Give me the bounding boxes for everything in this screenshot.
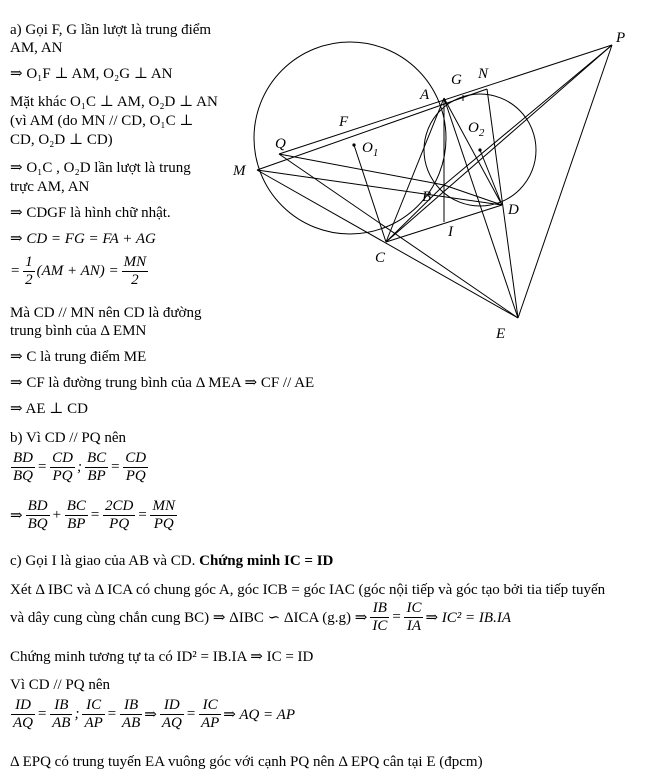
- label-o2: [468, 120, 485, 139]
- eq-sign: =: [37, 459, 48, 475]
- eq-sign: =: [391, 609, 402, 625]
- denominator: PQ: [153, 516, 174, 532]
- label-m: M: [233, 163, 246, 179]
- denominator: AB: [52, 715, 71, 731]
- text-line: b) Vì CD // PQ nên: [10, 430, 126, 446]
- text-line: Vì CD // PQ nên: [10, 677, 111, 693]
- eq-sign: =: [37, 706, 48, 722]
- numerator: 1: [25, 254, 33, 270]
- text-line: ⇒ AE ⊥ CD: [10, 401, 88, 417]
- denominator: AB: [121, 715, 141, 731]
- text-line: [10, 553, 333, 570]
- label-i: I: [448, 224, 453, 240]
- label-o1-subscript: 1: [372, 147, 379, 159]
- fraction: [150, 498, 177, 533]
- numerator: MN: [152, 498, 175, 514]
- separator: ;: [76, 459, 82, 475]
- label-a: A: [420, 87, 430, 103]
- fraction: [199, 697, 221, 732]
- segment: [279, 154, 444, 185]
- denominator: BQ: [13, 468, 33, 484]
- fraction: [82, 697, 104, 732]
- fraction: [404, 600, 423, 635]
- label-b: B: [422, 189, 432, 205]
- numerator: BD: [27, 498, 48, 514]
- numerator: 2CD: [105, 498, 134, 514]
- segment: [279, 154, 518, 318]
- label-q: Q: [275, 136, 286, 152]
- circle-o1: [254, 42, 446, 234]
- text-plain: và dây cung cùng chắn cung BC) ⇒ ΔIBC ∽ ΔICA (g.g) ⇒: [10, 610, 368, 626]
- segment: [444, 98, 502, 205]
- segment: [444, 45, 612, 185]
- label-f: F: [339, 114, 349, 130]
- eq-sign: =: [137, 507, 148, 523]
- text-line: Mà CD // MN nên CD là đường: [10, 305, 202, 321]
- text-line: CD, O₂D ⊥ CD): [10, 132, 113, 148]
- denominator: 2: [25, 272, 33, 288]
- fraction: [370, 600, 389, 635]
- eq-sign: =: [110, 459, 121, 475]
- denominator: AQ: [161, 715, 182, 731]
- formula-tail: ⇒ AQ = AP: [223, 707, 295, 723]
- numerator: IC: [82, 697, 104, 715]
- denominator: AP: [200, 715, 220, 731]
- fraction: [123, 450, 148, 485]
- label-c: C: [375, 250, 386, 266]
- segment: [518, 45, 612, 318]
- text-line: ⇒ CF là đường trung bình của Δ MEA ⇒ CF // AE: [10, 375, 315, 391]
- text-line: AM, AN: [10, 40, 63, 56]
- separator: ;: [74, 706, 80, 722]
- implies-arrow: ⇒: [10, 508, 23, 524]
- denominator: PQ: [52, 468, 73, 484]
- eq-sign: =: [89, 507, 100, 523]
- label-g: G: [451, 72, 462, 88]
- numerator: BC: [86, 450, 107, 466]
- fraction-mn-2: [122, 254, 149, 289]
- numerator: BD: [13, 450, 33, 466]
- point-o2: [478, 148, 481, 151]
- text-line: trực AM, AN: [10, 179, 90, 195]
- plus-sign: +: [51, 507, 62, 523]
- text-line: Δ EPQ có trung tuyến EA vuông góc với cạnh PQ nên Δ EPQ cân tại E (đpcm): [10, 754, 483, 770]
- fraction: [11, 450, 35, 485]
- text-line: a) Gọi F, G lần lượt là trung điểm: [10, 22, 212, 38]
- segment: [386, 205, 502, 242]
- numerator: ID: [11, 697, 35, 715]
- label-e: E: [496, 326, 506, 342]
- denominator: PQ: [109, 516, 130, 532]
- text-line: (vì AM (do MN // CD, O₁C ⊥: [10, 113, 194, 129]
- denominator: 2: [131, 272, 139, 288]
- segment: [257, 89, 487, 170]
- fraction: [26, 498, 50, 533]
- formula-tail: ⇒ IC² = IB.IA: [425, 610, 511, 626]
- segment: [386, 185, 444, 242]
- text-line: ⇒ O₁F ⊥ AM, O₂G ⊥ AN: [10, 66, 173, 82]
- text-line: Xét Δ IBC và Δ ICA có chung góc A, góc ICB = góc IAC (góc nội tiếp và góc tạo bởi tia tiếp tuyến: [10, 582, 606, 598]
- numerator: BC: [66, 498, 86, 514]
- eq-sign: =: [185, 706, 196, 722]
- text-line: trung bình của Δ EMN: [10, 323, 147, 339]
- numerator: IB: [50, 697, 72, 715]
- segment: [386, 98, 444, 242]
- label-o2-letter: O: [468, 120, 479, 136]
- text-line: ⇒ C là trung điểm ME: [10, 349, 147, 365]
- fraction: [120, 697, 142, 732]
- formula-similar-triangles: [10, 600, 513, 635]
- fraction: [85, 450, 108, 485]
- numerator: IC: [199, 697, 221, 715]
- label-o1-letter: O: [362, 140, 373, 156]
- implies-arrow: ⇒: [144, 707, 157, 723]
- fraction-half: [23, 254, 35, 289]
- numerator: CD: [125, 450, 147, 466]
- numerator: ID: [160, 697, 184, 715]
- numerator: CD: [52, 450, 73, 466]
- denominator: BQ: [27, 516, 48, 532]
- numerator: MN: [123, 254, 147, 270]
- formula-ratios: [10, 450, 150, 485]
- eq-sign: =: [106, 706, 117, 722]
- point-o1: [352, 143, 355, 146]
- segment: [444, 185, 502, 205]
- numerator: IB: [120, 697, 142, 715]
- text-line: ⇒ CDGF là hình chữ nhật.: [10, 205, 171, 221]
- label-o1: [362, 140, 378, 159]
- eq-sign: =: [10, 263, 21, 279]
- text-line: Chứng minh tương tự ta có ID² = IB.IA ⇒ IC = ID: [10, 649, 314, 665]
- segment: [354, 145, 386, 242]
- formula-sum: [10, 498, 179, 533]
- numerator: IC: [406, 600, 422, 616]
- label-d: D: [508, 202, 519, 218]
- text-bold: Chứng minh IC = ID: [199, 553, 334, 569]
- circle-o2: [424, 94, 536, 206]
- denominator: BP: [67, 516, 86, 532]
- fraction: [65, 498, 88, 533]
- denominator: BP: [87, 468, 106, 484]
- segment: [279, 45, 612, 154]
- label-n: N: [478, 66, 489, 82]
- denominator: IA: [406, 618, 422, 634]
- text-plain: c) Gọi I là giao của AB và CD.: [10, 553, 200, 569]
- formula-half-mn: [10, 254, 150, 289]
- denominator: AP: [84, 715, 103, 731]
- text-line: Mặt khác O₁C ⊥ AM, O₂D ⊥ AN: [10, 94, 218, 110]
- segment: [257, 170, 518, 318]
- text-line: ⇒ O₁C , O₂D lần lượt là trung: [10, 160, 191, 176]
- segment: [386, 45, 612, 242]
- fraction: [50, 450, 75, 485]
- fraction: [11, 697, 35, 732]
- denominator: AQ: [13, 715, 33, 731]
- segment: [480, 150, 502, 205]
- segment: [487, 89, 518, 318]
- formula-line: ⇒ CD = FG = FA + AG: [10, 231, 156, 247]
- fraction: [160, 697, 184, 732]
- fraction: [103, 498, 135, 533]
- segment: [444, 98, 518, 318]
- segment: [257, 170, 502, 205]
- formula-ratio-chain: [10, 697, 297, 732]
- paren-expr: (AM + AN) =: [36, 263, 119, 279]
- label-o2-subscript: 2: [478, 127, 485, 139]
- denominator: PQ: [125, 468, 146, 484]
- numerator: IB: [370, 600, 389, 618]
- label-p: P: [616, 30, 626, 46]
- denominator: IC: [372, 618, 388, 634]
- fraction: [50, 697, 72, 732]
